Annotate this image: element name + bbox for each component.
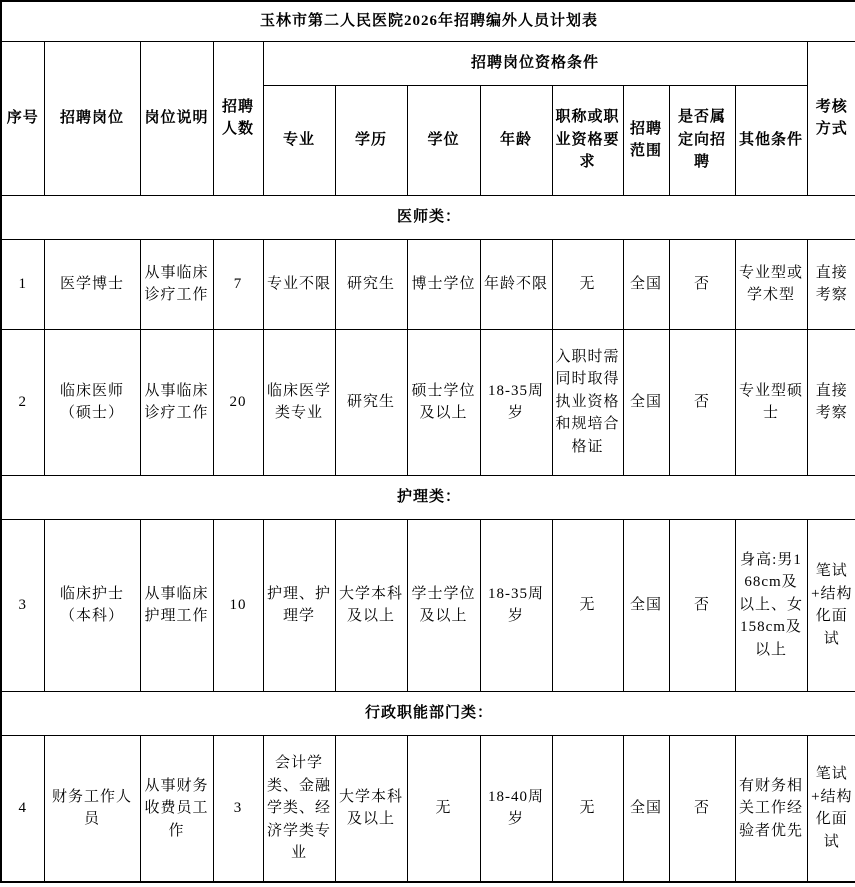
section-row-doctor [1,195,855,239]
cell-scope: 全国 [623,239,669,329]
cell-age: 年龄不限 [480,239,552,329]
cell-education: 研究生 [335,329,407,475]
col-header-count: 招聘人数 [213,41,263,195]
table-row [1,239,855,329]
cell-title-req: 无 [552,239,623,329]
cell-targeted: 否 [669,519,735,691]
cell-major: 临床医学类专业 [263,329,335,475]
cell-age: 18-35周岁 [480,329,552,475]
col-header-degree: 学位 [407,85,480,195]
section-row-nurse [1,475,855,519]
cell-title-req: 无 [552,735,623,882]
cell-degree: 学士学位及以上 [407,519,480,691]
col-header-desc: 岗位说明 [140,41,213,195]
cell-count: 7 [213,239,263,329]
cell-other: 专业型硕士 [735,329,807,475]
cell-desc: 从事临床诊疗工作 [140,329,213,475]
col-header-education: 学历 [335,85,407,195]
cell-major: 会计学类、金融学类、经济学类专业 [263,735,335,882]
cell-scope: 全国 [623,735,669,882]
col-header-position: 招聘岗位 [44,41,140,195]
cell-scope: 全国 [623,329,669,475]
cell-count: 20 [213,329,263,475]
page-title: 玉林市第二人民医院2026年招聘编外人员计划表 [1,1,855,41]
title-row [1,1,855,41]
cell-major: 护理、护理学 [263,519,335,691]
col-header-targeted: 是否属定向招聘 [669,85,735,195]
table-row [1,519,855,691]
cell-scope: 全国 [623,519,669,691]
cell-desc: 从事临床诊疗工作 [140,239,213,329]
cell-seq: 3 [1,519,44,691]
col-header-other: 其他条件 [735,85,807,195]
section-label-admin: 行政职能部门类： [1,691,855,735]
section-label-nurse: 护理类： [1,475,855,519]
cell-degree: 硕士学位及以上 [407,329,480,475]
cell-assessment: 笔试+结构化面试 [807,735,855,882]
section-label-doctor: 医师类： [1,195,855,239]
cell-targeted: 否 [669,735,735,882]
col-header-assessment: 考核方式 [807,41,855,195]
cell-count: 3 [213,735,263,882]
col-header-title-req: 职称或职业资格要求 [552,85,623,195]
cell-seq: 2 [1,329,44,475]
cell-position: 财务工作人员 [44,735,140,882]
cell-targeted: 否 [669,239,735,329]
col-header-major: 专业 [263,85,335,195]
cell-degree: 无 [407,735,480,882]
cell-degree: 博士学位 [407,239,480,329]
cell-seq: 4 [1,735,44,882]
cell-assessment: 直接考察 [807,239,855,329]
col-header-qualification-group: 招聘岗位资格条件 [263,41,807,85]
cell-age: 18-40周岁 [480,735,552,882]
cell-age: 18-35周岁 [480,519,552,691]
cell-other: 身高:男168cm及以上、女158cm及以上 [735,519,807,691]
col-header-scope: 招聘范围 [623,85,669,195]
cell-title-req: 无 [552,519,623,691]
cell-education: 大学本科及以上 [335,735,407,882]
cell-education: 大学本科及以上 [335,519,407,691]
cell-seq: 1 [1,239,44,329]
cell-targeted: 否 [669,329,735,475]
cell-position: 临床医师（硕士） [44,329,140,475]
cell-title-req: 入职时需同时取得执业资格和规培合格证 [552,329,623,475]
col-header-seq: 序号 [1,41,44,195]
header-row-top [1,41,855,85]
cell-assessment: 笔试+结构化面试 [807,519,855,691]
col-header-age: 年龄 [480,85,552,195]
cell-major: 专业不限 [263,239,335,329]
cell-count: 10 [213,519,263,691]
table-row [1,735,855,882]
cell-desc: 从事财务收费员工作 [140,735,213,882]
cell-assessment: 直接考察 [807,329,855,475]
cell-education: 研究生 [335,239,407,329]
cell-desc: 从事临床护理工作 [140,519,213,691]
table-row [1,329,855,475]
cell-other: 有财务相关工作经验者优先 [735,735,807,882]
section-row-admin [1,691,855,735]
cell-other: 专业型或学术型 [735,239,807,329]
cell-position: 临床护士（本科） [44,519,140,691]
cell-position: 医学博士 [44,239,140,329]
